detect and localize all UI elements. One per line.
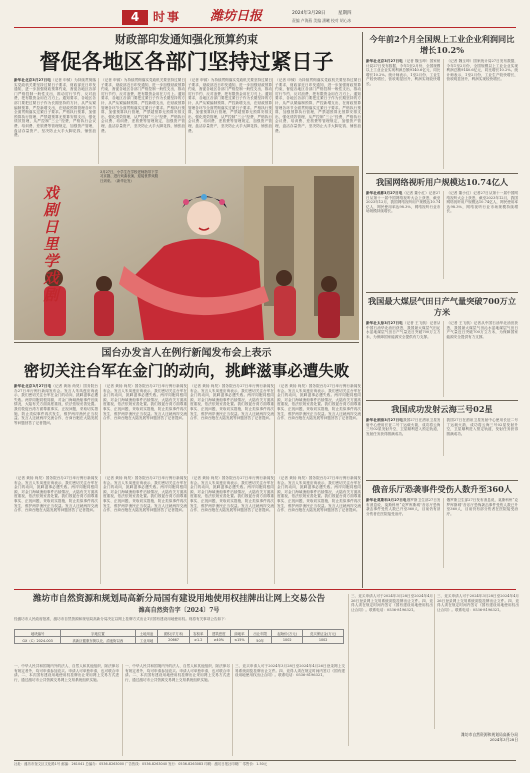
brief-rule (366, 173, 518, 174)
taiwan-body-col2 (100, 384, 187, 474)
brief-1-body (366, 59, 440, 169)
brief-5-dateline: 新华社莫斯科3月27日电 (366, 498, 407, 502)
photo-calligraphy-title: 戏剧日里学戏剧 (43, 184, 59, 304)
taiwan-body-cont: （记者 黄扬 尚昊）国务院台办27日举行例行新闻发布会。发言人朱凤莲应询表示，我们密切关注台军在金门的动向，挑衅滋事必遭失败。两岸同胞同根同源，对金门海域渔船事件后续情况，大陆有关方面高度重视，依法依规妥善处置。我们敦促台湾方面尊重事实、正视问题，采取切实措施，防止类似事件再次发生，维护两岸渔民正当权益。发言人还就两岸交流合作、台商台胞在大陆发展等问题回答了记者提问。 (14, 476, 98, 513)
notice-table-header-cell: 宗地位置 (61, 630, 135, 637)
brief-4-body (366, 418, 440, 456)
notice-body-col1: 一、中华人民共和国境内外的法人、自然人和其他组织，除法律另有规定者外，均可申请参加竞买。申请人可单独申请，也可联合申请。二、本次国有建设用地使用权挂牌出让采用网上交易方式进行，通过潍坊市公共资源交易网上交易系统组织实施。 (14, 664, 119, 682)
budget-body-cont: （记者 申铖）为持续贯彻落实党政机关要坚持过紧日子要求，财政部近日印发通知，进一步加强财政预算约束，督促各地区各部门严格控制一般性支出，推动厉行节约、反对浪费，把有限资金用在刀刃上。通知要求，各地区各部门要把过紧日子作为长期坚持的方针，从严从紧编制预算，严控新增支出，在财政预算管理各环节全面贯彻落实过紧日子要求。严格执行预算，加强预算执行管理，严禁超预算无预算安排支出，强化绩效管理，从严控制“三公”经费，严格执行会议费、培训费、差旅费等管理规定，加强资产管理，盘活存量资产，坚决防止大手大脚花钱、铺张浪费。 (275, 78, 361, 133)
brief-1 (366, 34, 518, 169)
taiwan-body-col4 (274, 384, 361, 474)
brief-5-body (366, 498, 440, 568)
notice-table-header-cell: 建筑密度 (207, 630, 230, 637)
taiwan-body-col5 (14, 476, 98, 584)
taiwan-body: （记者 黄扬 尚昊）国务院台办27日举行例行新闻发布会。发言人朱凤莲应询表示，我们密切关注台军在金门的动向，挑衅滋事必遭失败。两岸同胞同根同源，对金门海域渔船事件后续情况，大陆有关方面高度重视，依法依规妥善处置。我们敦促台湾方面尊重事实、正视问题，采取切实措施，防止类似事件再次发生，维护两岸渔民正当权益。发言人还就两岸交流合作、台商台胞在大陆发展等问题回答了记者提问。 (14, 384, 98, 425)
page-number: 4 (122, 10, 148, 25)
notice-table-header-cell: 竞买保证金(万元) (303, 630, 344, 637)
budget-body-cont: （记者 申铖）为持续贯彻落实党政机关要坚持过紧日子要求，财政部近日印发通知，进一步加强财政预算约束，督促各地区各部门严格控制一般性支出，推动厉行节约、反对浪费，把有限资金用在刀刃上。通知要求，各地区各部门要把过紧日子作为长期坚持的方针，从严从紧编制预算，严控新增支出，在财政预算管理各环节全面贯彻落实过紧日子要求。严格执行预算，加强预算执行管理，严禁超预算无预算安排支出，强化绩效管理，从严控制“三公”经费，严格执行会议费、培训费、差旅费等管理规定，加强资产管理，盘活存量资产，坚决防止大手大脚花钱、铺张浪费。 (101, 78, 185, 133)
taiwan-body-cont: （记者 黄扬 尚昊）国务院台办27日举行例行新闻发布会。发言人朱凤莲应询表示，我们密切关注台军在金门的动向，挑衅滋事必遭失败。两岸同胞同根同源，对金门海域渔船事件后续情况，大陆有关方面高度重视，依法依规妥善处置。我们敦促台湾方面尊重事实、正视问题，采取切实措施，防止类似事件再次发生，维护两岸渔民正当权益。发言人还就两岸交流合作、台商台胞在大陆发展等问题回答了记者提问。 (277, 476, 361, 513)
brief-1-dateline: 新华社北京3月27日电 (366, 59, 403, 63)
taiwan-body-cont: （记者 黄扬 尚昊）国务院台办27日举行例行新闻发布会。发言人朱凤莲应询表示，我们密切关注台军在金门的动向，挑衅滋事必遭失败。两岸同胞同根同源，对金门海域渔船事件后续情况，大陆有关方面高度重视，依法依规妥善处置。我们敦促台湾方面尊重事实、正视问题，采取切实措施，防止类似事件再次发生，维护两岸渔民正当权益。发言人还就两岸交流合作、台商台胞在大陆发展等问题回答了记者提问。 (190, 476, 274, 513)
brief-3-text-cont: （记者 王飞航）记者从中国石油华北油田获悉，我国最大煤层气田沁水盆地煤层气田日产气量近日突破700万立方米，为保障国家能源安全提供有力支撑。 (446, 321, 518, 339)
budget-body-col1 (14, 78, 96, 164)
notice-table-header-cell: 绿地率 (230, 630, 248, 637)
brief-2-body-cont (443, 191, 518, 279)
masthead-rule (14, 27, 516, 28)
taiwan-body-cont: （记者 黄扬 尚昊）国务院台办27日举行例行新闻发布会。发言人朱凤莲应询表示，我们密切关注台军在金门的动向，挑衅滋事必遭失败。两岸同胞同根同源，对金门海域渔船事件后续情况，大陆有关方面高度重视，依法依规妥善处置。我们敦促台湾方面尊重事实、正视问题，采取切实措施，防止类似事件再次发生，维护两岸渔民正当权益。发言人还就两岸交流合作、台商台胞在大陆发展等问题回答了记者提问。 (103, 384, 187, 421)
notice-table-header-row (15, 630, 344, 637)
brief-3-body-cont (443, 321, 518, 397)
taiwan-body-col3 (187, 384, 274, 474)
notice-table-cell: 1002 (272, 637, 303, 644)
brief-5-text: 俄罗斯卫生部27日发布消息说，莫斯科州“克罗库斯城”音乐厅恐怖袭击事件受伤人数已升至360人，目前仍有部分伤者在医院接受治疗。 (366, 498, 441, 516)
taiwan-body-cont: （记者 黄扬 尚昊）国务院台办27日举行例行新闻发布会。发言人朱凤莲应询表示，我们密切关注台军在金门的动向，挑衅滋事必遭失败。两岸同胞同根同源，对金门海域渔船事件后续情况，大陆有关方面高度重视，依法依规妥善处置。我们敦促台湾方面尊重事实、正视问题，采取切实措施，防止类似事件再次发生，维护两岸渔民正当权益。发言人还就两岸交流合作、台商台胞在大陆发展等问题回答了记者提问。 (190, 384, 274, 421)
brief-2-text: （记者 董小红）记者27日从第十一届中国网络视听大会上获悉，截至2023年12月，我国网络视听用户规模达10.74亿人，网民使用率达98.3%，网络视听行业市场规模持续增长。 (366, 191, 441, 214)
budget-body-col4 (272, 78, 361, 164)
taiwan-kicker: 国台办发言人在例行新闻发布会上表示 (101, 348, 272, 359)
brief-2-text-cont: （记者 董小红）记者27日从第十一届中国网络视听大会上获悉，截至2023年12月，我国网络视听用户规模达10.74亿人，网民使用率达98.3%，网络视听行业市场规模持续增长。 (446, 191, 518, 214)
brief-5 (366, 484, 518, 568)
notice-table-header-cell: 起始价(万元) (272, 630, 303, 637)
brief-2-headline: 我国网络视听用户规模达10.74亿人 (375, 177, 509, 187)
notice-subtitle: 潍高自然资告字〔2024〕7号 (138, 607, 220, 614)
taiwan-body-cont: （记者 黄扬 尚昊）国务院台办27日举行例行新闻发布会。发言人朱凤莲应询表示，我们密切关注台军在金门的动向，挑衅滋事必遭失败。两岸同胞同根同源，对金门海域渔船事件后续情况，大陆有关方面高度重视，依法依规妥善处置。我们敦促台湾方面尊重事实、正视问题，采取切实措施，防止类似事件再次发生，维护两岸渔民正当权益。发言人还就两岸交流合作、台商台胞在大陆发展等问题回答了记者提问。 (277, 384, 361, 421)
notice-signature-date: 2024年3月28日 (489, 737, 518, 742)
notice-table-cell: 50年 (249, 637, 272, 644)
brief-4 (366, 404, 518, 456)
notice-table-cell: 1002 (303, 637, 344, 644)
taiwan-dateline: 新华社北京3月27日电 (14, 384, 52, 388)
brief-rule (366, 400, 518, 401)
brief-4-text-cont: 我国27日在酒泉卫星发射中心使用长征二号丁运载火箭，成功将云海三号02星发射升空，卫星顺利进入预定轨道，发射任务获得圆满成功。 (446, 418, 518, 436)
editor-credits: 责编 卢海燕 美编 潘曦 校对 胡心冰 (292, 18, 352, 23)
brief-5-text-cont: 俄罗斯卫生部27日发布消息说，莫斯科州“克罗库斯城”音乐厅恐怖袭击事件受伤人数已升至360人，目前仍有部分伤者在医院接受治疗。 (446, 498, 518, 516)
notice-table (14, 629, 344, 644)
footer-imprint: 社址：潍坊市奎文区文化路1号 邮编：261041 总编办：0536-8263000 广告热线：0536-8263040 发行：0536-8263083 印刷：潍坊日报社印刷厂 零售价：1.50元 (14, 762, 268, 766)
brief-2 (366, 177, 518, 279)
notice-body-col2: 一、中华人民共和国境内外的法人、自然人和其他组织，除法律另有规定者外，均可申请参加竞买。申请人可单独申请，也可联合申请。二、本次国有建设用地使用权挂牌出让采用网上交易方式进行，通过潍坊市公共资源交易网上交易系统组织实施。 (122, 664, 230, 756)
budget-kicker: 财政部印发通知强化预算约束 (115, 33, 258, 46)
budget-body-cont: （记者 申铖）为持续贯彻落实党政机关要坚持过紧日子要求，财政部近日印发通知，进一步加强财政预算约束，督促各地区各部门严格控制一般性支出，推动厉行节约、反对浪费，把有限资金用在刀刃上。通知要求，各地区各部门要把过紧日子作为长期坚持的方针，从严从紧编制预算，严控新增支出，在财政预算管理各环节全面贯彻落实过紧日子要求。严格执行预算，加强预算执行管理，严禁超预算无预算安排支出，强化绩效管理，从严控制“三公”经费，严格执行会议费、培训费、差旅费等管理规定，加强资产管理，盘活存量资产，坚决防止大手大脚花钱、铺张浪费。 (188, 78, 272, 133)
brief-5-body-cont (443, 498, 518, 568)
taiwan-headline: 密切关注台军在金门的动向，挑衅滋事必遭失败 (23, 361, 350, 380)
brief-4-headline: 我国成功发射云海三号02星 (391, 404, 493, 414)
section-name: 时事 (153, 10, 182, 24)
brief-3-headline: 我国最大煤层气田日产气量突破700万立方米 (367, 296, 517, 317)
right-column-divider (362, 32, 363, 588)
taiwan-body-col7 (187, 476, 274, 584)
notice-signature (434, 732, 518, 742)
budget-body-col2 (98, 78, 185, 164)
brief-rule (366, 292, 518, 293)
brief-1-body-cont (443, 59, 518, 169)
budget-body: （记者 申铖）为持续贯彻落实党政机关要坚持过紧日子要求，财政部近日印发通知，进一步加强财政预算约束，督促各地区各部门严格控制一般性支出，推动厉行节约、反对浪费，把有限资金用在刀刃上。通知要求，各地区各部门要把过紧日子作为长期坚持的方针，从严从紧编制预算，严控新增支出，在财政预算管理各环节全面贯彻落实过紧日子要求。严格执行预算，加强预算执行管理，严禁超预算无预算安排支出，强化绩效管理，从严控制“三公”经费，严格执行会议费、培训费、差旅费等管理规定，加强资产管理，盘活存量资产，坚决防止大手大脚花钱、铺张浪费。 (14, 78, 96, 138)
section-rule (14, 342, 359, 343)
notice-table-cell: GX（C）2024-003 (15, 637, 61, 644)
notice-table-cell: ≥1.2 (189, 637, 207, 644)
notice-table-row (15, 637, 344, 644)
taiwan-body-col6 (100, 476, 187, 584)
budget-headline: 督促各地区各部门坚持过紧日子 (39, 49, 334, 74)
notice-table-header-cell: 出让年限 (249, 630, 272, 637)
notice-title: 潍坊市自然资源和规划局高新分局国有建设用地使用权挂牌出让网上交易公告 (32, 594, 326, 604)
notice-table-header-cell: 容积率 (189, 630, 207, 637)
brief-3-text: （记者 王飞航）记者从中国石油华北油田获悉，我国最大煤层气田沁水盆地煤层气田日产气量近日突破700万立方米，为保障国家能源安全提供有力支撑。 (366, 321, 441, 339)
notice-table-cell: 高新区健康东街以北、清池街以西 (61, 637, 135, 644)
brief-3-dateline: 新华社太原3月27日电 (366, 321, 403, 325)
notice-table-cell: 工业用地 (135, 637, 158, 644)
budget-body-col3 (185, 78, 272, 164)
notice-body-col3: 三、竞买申请人可于2024年3月28日至2024年4月26日登录网上交易系统浏览挂牌出让文件。四、竞得人须在规定时间内签订《国有建设用地使用权出让合同》。联系电话：0536-8196321。 (232, 664, 345, 756)
opera-photo-illustration (14, 166, 359, 340)
brief-1-text: （记者 魏玉坤）国家统计局27日发布数据，今年1至2月份，全国规模以上工业企业实现利润总额9140.6亿元，同比增长10.2%。统计师表示，1至2月份，工业生产较快增长，营收明显回升，利润实现较快增长。 (366, 59, 441, 86)
notice-table-cell: ≤15% (230, 637, 248, 644)
brief-3-body (366, 321, 440, 397)
notice-table-header-cell: 面积(平方米) (158, 630, 189, 637)
brief-4-text: 我国27日在酒泉卫星发射中心使用长征二号丁运载火箭，成功将云海三号02星发射升空，卫星顺利进入预定轨道，发射任务获得圆满成功。 (366, 418, 441, 436)
brief-1-text-cont: （记者 魏玉坤）国家统计局27日发布数据，今年1至2月份，全国规模以上工业企业实现利润总额9140.6亿元，同比增长10.2%。统计师表示，1至2月份，工业生产较快增长，营收明显回升，利润实现较快增长。 (446, 59, 518, 82)
brief-rule (366, 480, 518, 481)
budget-dateline: 新华社北京3月27日电 (14, 78, 51, 82)
notice-table-header-cell: 地块编号 (15, 630, 61, 637)
notice-body-col4: 三、竞买申请人可于2024年3月28日至2024年4月26日登录网上交易系统浏览挂牌出让文件。四、竞得人须在规定时间内签订《国有建设用地使用权出让合同》。联系电话：0536-8196321。 (348, 594, 433, 746)
taiwan-body-col1 (14, 384, 98, 474)
notice-intro: 经潍坊市人民政府批准，潍坊市自然资源和规划局高新分局决定以网上挂牌方式出让1宗国有建设用地使用权。现将有关事项公告如下： (14, 617, 229, 621)
brief-2-dateline: 新华社成都3月27日电 (366, 191, 403, 195)
taiwan-body-col8 (274, 476, 361, 584)
brief-4-dateline: 新华社酒泉3月27日电 (366, 418, 403, 422)
brief-5-headline: 俄音乐厅恐袭事件受伤人数升至360人 (372, 484, 512, 494)
notice-body-col5: 三、竞买申请人可于2024年3月28日至2024年4月26日登录网上交易系统浏览挂牌出让文件。四、竞得人须在规定时间内签订《国有建设用地使用权出让合同》。联系电话：0536-8196321。 (434, 594, 519, 729)
notice-rule (14, 589, 516, 590)
brief-4-body-cont (443, 418, 518, 456)
notice-table-header-cell: 土地用途 (135, 630, 158, 637)
notice-table-cell: ≥40% (207, 637, 230, 644)
notice-table-cell: 20667 (158, 637, 189, 644)
issue-date: 2024年3月28日 (292, 11, 326, 16)
brief-2-body (366, 191, 440, 279)
paper-logo: 潍坊日报 (210, 9, 263, 24)
brief-3 (366, 296, 518, 397)
notice-signature-org: 潍坊市自然资源和规划局高新分局 (461, 732, 518, 737)
photo-caption: 3月27日，小学生在学校老师指导下学习京剧、进行戏曲表演，迎接世界戏剧日到来。（新华社发） (100, 170, 158, 183)
brief-1-headline: 今年前2个月全国规上工业企业利润同比增长10.2% (369, 34, 515, 55)
footer-rule (14, 760, 516, 761)
issue-weekday: 星期四 (338, 11, 352, 16)
opera-photo (14, 166, 359, 340)
taiwan-body-cont: （记者 黄扬 尚昊）国务院台办27日举行例行新闻发布会。发言人朱凤莲应询表示，我们密切关注台军在金门的动向，挑衅滋事必遭失败。两岸同胞同根同源，对金门海域渔船事件后续情况，大陆有关方面高度重视，依法依规妥善处置。我们敦促台湾方面尊重事实、正视问题，采取切实措施，防止类似事件再次发生，维护两岸渔民正当权益。发言人还就两岸交流合作、台商台胞在大陆发展等问题回答了记者提问。 (103, 476, 187, 513)
